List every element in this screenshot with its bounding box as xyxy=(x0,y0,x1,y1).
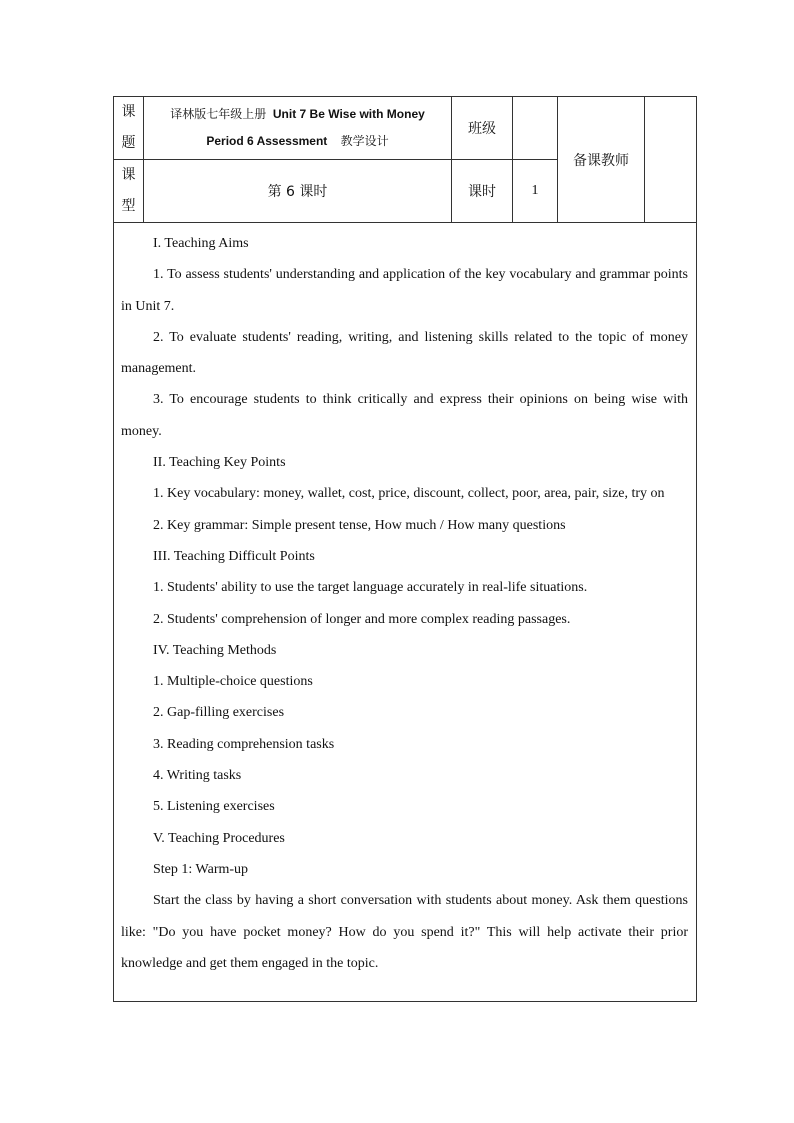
lesson-title xyxy=(144,97,452,160)
content-paragraph: 1. Key vocabulary: money, wallet, cost, price, discount, collect, poor, area, pair, size, try on xyxy=(153,486,665,502)
class-label: 班级 xyxy=(452,97,513,160)
teacher-label: 备课教师 xyxy=(558,97,645,223)
topic-label-text: 课 题 xyxy=(121,104,136,151)
content-paragraph: 1. Students' ability to use the target language accurately in real-life situations. xyxy=(153,580,588,596)
title-unit: Unit 7 Be Wise with Money xyxy=(272,107,425,121)
content-paragraph: 3. To encourage students to think critically and express their opinions on being wise with money. xyxy=(121,392,688,439)
title-design: 教学设计 xyxy=(340,134,389,148)
type-label xyxy=(114,160,144,223)
content-paragraph: III. Teaching Difficult Points xyxy=(153,548,315,564)
content-paragraph: 4. Writing tasks xyxy=(153,768,242,784)
content-paragraph: 1. To assess students' understanding and application of the key vocabulary and grammar points in Unit 7. xyxy=(121,267,688,314)
title-cn: 译林版七年级上册 xyxy=(170,107,267,121)
content-paragraph: 2. Students' comprehension of longer and more complex reading passages. xyxy=(153,611,571,627)
content-paragraph: 1. Multiple-choice questions xyxy=(153,674,313,690)
content-paragraph: I. Teaching Aims xyxy=(153,236,249,251)
lesson-plan-table xyxy=(113,96,697,1002)
content-paragraph: Step 1: Warm-up xyxy=(153,861,249,877)
content-paragraph: 2. Key grammar: Simple present tense, How much / How many questions xyxy=(153,517,566,533)
title-period: Period 6 Assessment xyxy=(206,134,328,148)
class-value[interactable] xyxy=(513,97,558,160)
type-label-text: 课 型 xyxy=(121,167,136,214)
content-paragraph: Start the class by having a short conversation with students about money. Ask them questions like: "Do you have pocket money? How do you spend it?" This will help activate their prior knowledge and get them engaged in the topic. xyxy=(121,893,688,971)
header-row-1 xyxy=(114,97,697,160)
content-paragraph: 3. Reading comprehension tasks xyxy=(153,736,335,752)
teacher-value[interactable] xyxy=(645,97,697,223)
topic-label xyxy=(114,97,144,160)
content-paragraph: IV. Teaching Methods xyxy=(153,642,277,658)
content-paragraph: V. Teaching Procedures xyxy=(153,830,285,846)
content-paragraph: 5. Listening exercises xyxy=(153,799,275,815)
type-value: 第 6 课时 xyxy=(144,160,452,223)
content-paragraph: II. Teaching Key Points xyxy=(153,455,286,471)
content-row xyxy=(114,223,697,1002)
content-paragraph: 2. To evaluate students' reading, writing, and listening skills related to the topic of money management. xyxy=(121,329,688,377)
period-value: 1 xyxy=(513,160,558,223)
content-paragraph: 2. Gap-filling exercises xyxy=(153,705,285,721)
period-label: 课时 xyxy=(452,160,513,223)
lesson-content xyxy=(114,223,697,1002)
